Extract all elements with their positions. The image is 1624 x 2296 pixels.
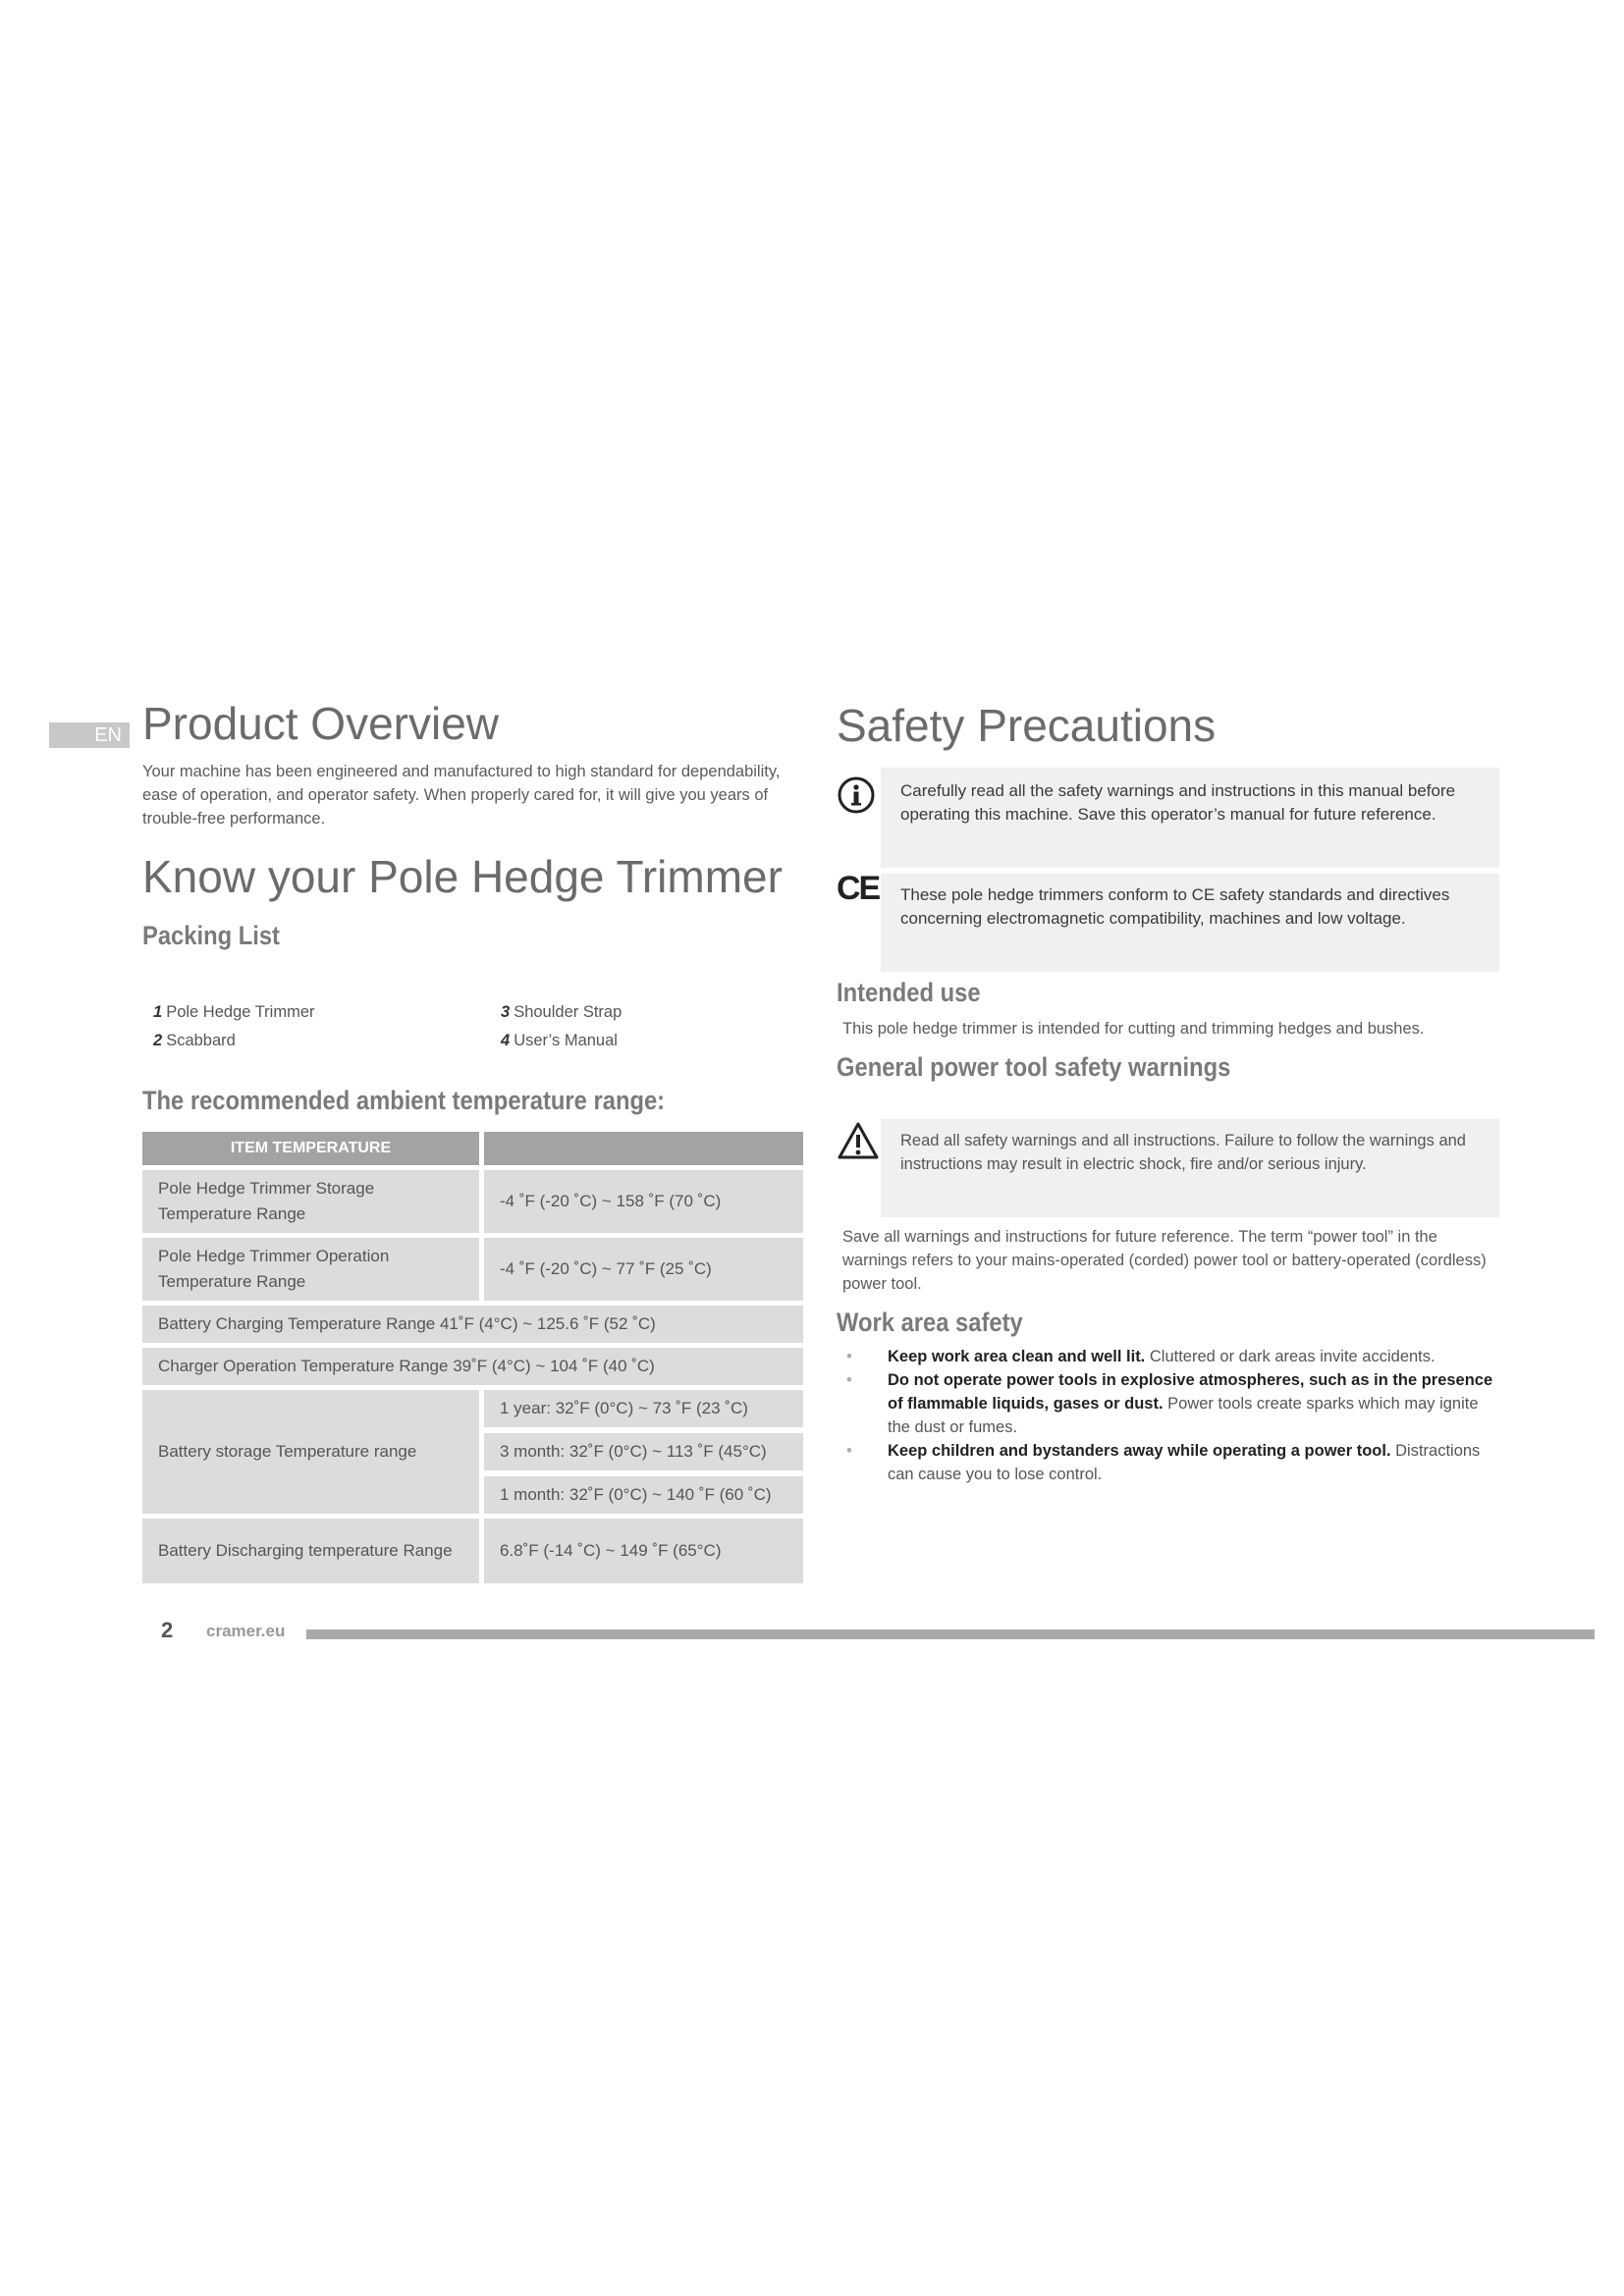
general-warnings-title: General power tool safety warnings: [837, 1052, 1231, 1082]
page-number: 2: [161, 1618, 174, 1642]
intended-use-text: This pole hedge trimmer is intended for cutting and trimming hedges and bushes.: [842, 1020, 1425, 1038]
packing-list-item: 1 Pole Hedge Trimmer: [153, 1003, 315, 1021]
table-row-value: -4 ˚F (-20 ˚C) ~ 77 ˚F (25 ˚C): [484, 1238, 803, 1301]
info-icon: [837, 775, 876, 815]
packing-list-title: Packing List: [142, 921, 280, 950]
save-warnings-text: Save all warnings and instructions for future reference. The term “power tool” in the warnings refers to your mains-operated (corded) power tool or battery-operated (cordless) power tool.: [842, 1228, 1487, 1293]
packing-list-item: 4 User’s Manual: [501, 1032, 618, 1049]
table-row-value: 1 month: 32˚F (0°C) ~ 140 ˚F (60 ˚C): [484, 1476, 803, 1514]
table-row-value: 6.8˚F (-14 ˚C) ~ 149 ˚F (65°C): [484, 1519, 803, 1583]
table-row-label: Battery storage Temperature range: [142, 1390, 479, 1514]
intended-use-title: Intended use: [837, 978, 981, 1007]
footer-site: cramer.eu: [206, 1622, 286, 1640]
table-header-item: ITEM TEMPERATURE: [142, 1132, 479, 1165]
packing-list-item: 3 Shoulder Strap: [501, 1003, 623, 1021]
warning-box: [881, 1119, 1499, 1217]
table-row-full: Charger Operation Temperature Range 39˚F (4°C) ~ 104 ˚F (40 ˚C): [142, 1348, 803, 1385]
product-overview-title: Product Overview: [142, 698, 500, 749]
list-item: • Do not operate power tools in explosive atmospheres, such as in the presence of flammable liquids, gases or dust. Power tools create sparks which may ignite the dust or fumes.: [837, 1368, 1504, 1439]
warning-box-text: Read all safety warnings and all instructions. Failure to follow the warnings and instructions may result in electric shock, fire and/or serious injury.: [900, 1132, 1466, 1173]
product-overview-text: Your machine has been engineered and manufactured to high standard for dependability, ease of operation, and operator safety. When properly cared for, it will give you years of trouble-free performance.: [142, 763, 781, 828]
safety-precautions-title: Safety Precautions: [837, 700, 1217, 751]
table-row-value: 1 year: 32˚F (0°C) ~ 73 ˚F (23 ˚C): [484, 1390, 803, 1427]
language-tab: [49, 722, 130, 748]
info-box-text: Carefully read all the safety warnings and instructions in this manual before operating this machine. Save this operator’s manual for future reference.: [900, 781, 1456, 824]
work-area-safety-title: Work area safety: [837, 1308, 1023, 1337]
list-item: • Keep work area clean and well lit. Cluttered or dark areas invite accidents.: [837, 1345, 1504, 1368]
table-row-value: 3 month: 32˚F (0°C) ~ 113 ˚F (45°C): [484, 1433, 803, 1470]
packing-list-item: 2 Scabbard: [153, 1032, 236, 1049]
footer-bar: [306, 1629, 1595, 1639]
language-tab-label: EN: [94, 724, 122, 746]
warning-icon: [837, 1121, 880, 1160]
table-header-blank: [484, 1132, 803, 1165]
table-row-value: -4 ˚F (-20 ˚C) ~ 158 ˚F (70 ˚C): [484, 1170, 803, 1233]
table-row-label: Pole Hedge Trimmer Operation Temperature Range: [142, 1238, 479, 1301]
ce-box-text: These pole hedge trimmers conform to CE safety standards and directives concerning electromagnetic compatibility, machines and low voltage.: [900, 885, 1450, 928]
info-box: [881, 768, 1499, 868]
table-row-label: Battery Discharging temperature Range: [142, 1519, 479, 1583]
list-item: • Keep children and bystanders away while operating a power tool. Distractions can cause you to lose control.: [837, 1439, 1504, 1486]
table-row-label: Pole Hedge Trimmer Storage Temperature Range: [142, 1170, 479, 1233]
temperature-range-title: The recommended ambient temperature range:: [142, 1086, 666, 1115]
ce-mark-icon: CE: [837, 870, 880, 907]
ce-box: [881, 874, 1499, 972]
table-row-full: Battery Charging Temperature Range 41˚F (4°C) ~ 125.6 ˚F (52 ˚C): [142, 1306, 803, 1343]
work-area-list: [837, 1345, 1504, 1486]
know-your-trimmer-title: Know your Pole Hedge Trimmer: [142, 851, 783, 902]
